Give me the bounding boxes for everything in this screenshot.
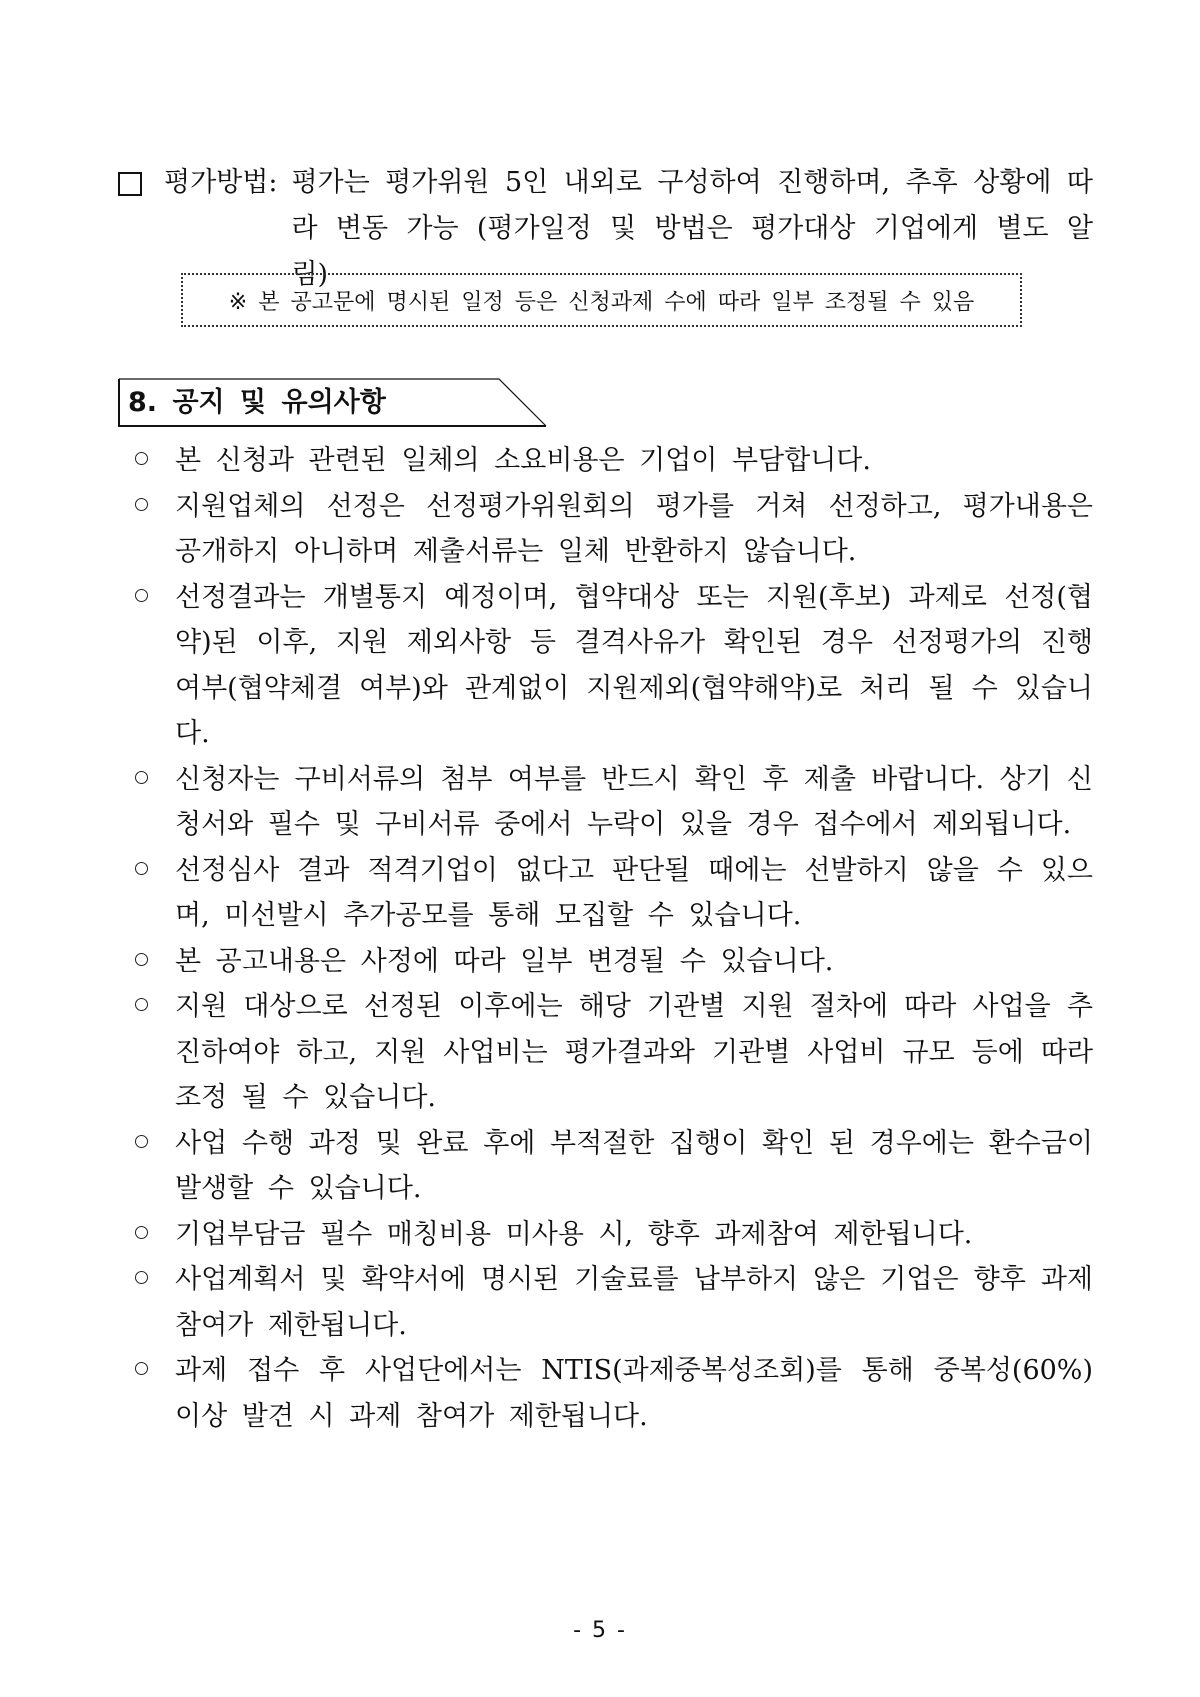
bullet-icon (135, 498, 148, 511)
bullet-icon (135, 1226, 148, 1239)
notice-box (181, 273, 1022, 327)
bullet-icon (135, 452, 148, 465)
list-item-text: 기업부담금 필수 매칭비용 미사용 시, 향후 과제참여 제한됩니다. (175, 1218, 973, 1250)
section-header (118, 378, 548, 428)
list-item-text: 사업 수행 과정 및 완료 후에 부적절한 집행이 확인 된 경우에는 환수금이 발생할 수 있습니다. (175, 1127, 1093, 1204)
list-item-text: 선정심사 결과 적격기업이 없다고 판단될 때에는 선발하지 않을 수 있으며, 미선발시 추가공모를 통해 모집할 수 있습니다. (175, 854, 1093, 931)
list-item (133, 1212, 1093, 1258)
list-item (133, 484, 1093, 575)
bullet-icon (135, 771, 148, 784)
notice-text: ※ 본 공고문에 명시된 일정 등은 신청과제 수에 따라 일부 조정될 수 있음 (228, 289, 975, 315)
list-item (133, 1121, 1093, 1212)
list-item (133, 1257, 1093, 1348)
list-item (133, 438, 1093, 484)
list-item-text: 신청자는 구비서류의 첨부 여부를 반드시 확인 후 제출 바랍니다. 상기 신청서와 필수 및 구비서류 중에서 누락이 있을 경우 접수에서 제외됩니다. (175, 763, 1093, 840)
list-item (133, 984, 1093, 1121)
bullet-icon (135, 998, 148, 1011)
evaluation-text: 평가는 평가위원 5인 내외로 구성하여 진행하며, 추후 상황에 따라 변동 가능 (평가일정 및 방법은 평가대상 기업에게 별도 알림) (291, 167, 1093, 290)
list-item-text: 선정결과는 개별통지 예정이며, 협약대상 또는 지원(후보) 과제로 선정(협약)된 이후, 지원 제외사항 등 결격사유가 확인된 경우 선정평가의 진행 여부(협약체결 여부)와 관계없이 지원제외(협약해약)로 처리 될 수 있습니다. (175, 581, 1093, 749)
checkbox-icon (118, 172, 142, 196)
list-item-text: 과제 접수 후 사업단에서는 NTIS(과제중복성조회)를 통해 중복성(60%) 이상 발견 시 과제 참여가 제한됩니다. (175, 1355, 1093, 1432)
bullet-icon (135, 1271, 148, 1284)
bullet-icon (135, 953, 148, 966)
bullet-icon (135, 1362, 148, 1375)
list-item-text: 지원업체의 선정은 선정평가위원회의 평가를 거쳐 선정하고, 평가내용은 공개하지 아니하며 제출서류는 일체 반환하지 않습니다. (175, 490, 1093, 567)
bullet-icon (135, 862, 148, 875)
list-item (133, 848, 1093, 939)
list-item (133, 575, 1093, 757)
section-title: 8. 공지 및 유의사항 (128, 387, 386, 418)
evaluation-label: 평가방법: (164, 167, 278, 198)
list-item-text: 지원 대상으로 선정된 이후에는 해당 기관별 지원 절차에 따라 사업을 추진하여야 하고, 지원 사업비는 평가결과와 기관별 사업비 규모 등에 따라 조정 될 수 있습니다. (175, 991, 1093, 1113)
page-number: - 5 - (573, 1618, 627, 1643)
list-item (133, 939, 1093, 985)
list-item-text: 사업계획서 및 확약서에 명시된 기술료를 납부하지 않은 기업은 향후 과제 참여가 제한됩니다. (175, 1264, 1093, 1341)
bullet-icon (135, 589, 148, 602)
list-item-text: 본 공고내용은 사정에 따라 일부 변경될 수 있습니다. (175, 945, 834, 977)
bullet-icon (135, 1135, 148, 1148)
list-item (133, 757, 1093, 848)
notice-items-list (133, 438, 1093, 1439)
list-item-text: 본 신청과 관련된 일체의 소요비용은 기업이 부담합니다. (175, 445, 871, 476)
list-item (133, 1348, 1093, 1439)
